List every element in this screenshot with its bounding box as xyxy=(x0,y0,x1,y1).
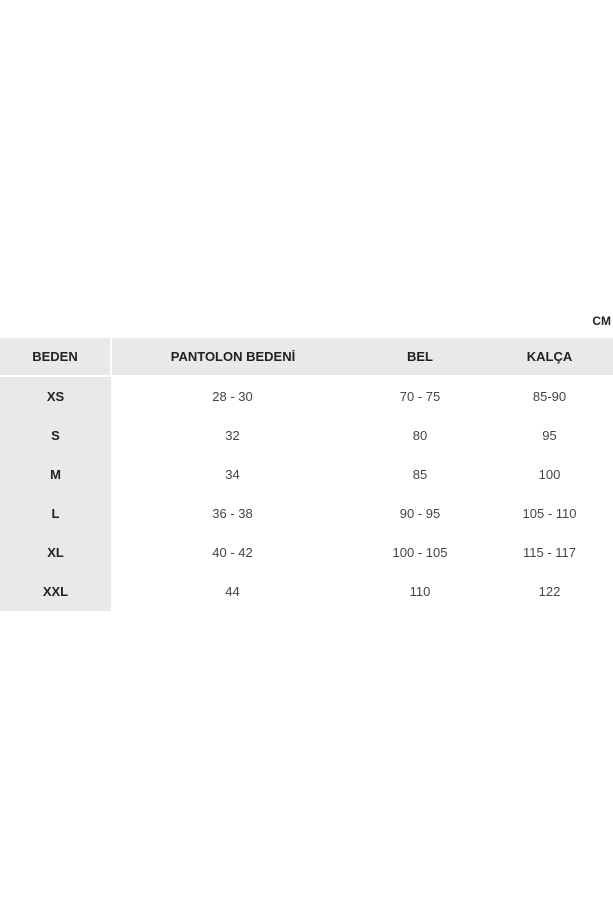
cell-size: L xyxy=(0,494,111,533)
cell-pant-size: 44 xyxy=(225,584,240,599)
cell-waist: 100 - 105 xyxy=(392,545,448,560)
cell-waist: 110 xyxy=(409,584,431,599)
cell-hip: 105 - 110 xyxy=(522,506,577,521)
cell-size: S xyxy=(0,416,111,455)
cell-size: XS xyxy=(0,376,111,416)
cell-size: M xyxy=(0,455,111,494)
cell-waist: 85 xyxy=(412,467,428,482)
table-row xyxy=(0,533,613,572)
cell-waist: 80 xyxy=(412,428,428,443)
cell-pant-size: 36 - 38 xyxy=(212,506,253,521)
table-row xyxy=(0,494,613,533)
cell-pant-size: 28 - 30 xyxy=(111,376,354,416)
cell-hip: 115 - 117 xyxy=(522,545,576,560)
cell-pant-size: 32 xyxy=(225,428,240,443)
cell-waist: 70 - 75 xyxy=(354,376,486,416)
header-pantolon-bedeni: PANTOLON BEDENİ xyxy=(111,338,354,376)
header-row xyxy=(0,338,613,376)
unit-label: CM xyxy=(592,314,611,328)
cell-pant-size: 34 xyxy=(225,467,240,482)
cell-waist: 90 - 95 xyxy=(399,506,441,521)
cell-size: XL xyxy=(0,533,111,572)
cell-pant-size: 40 - 42 xyxy=(212,545,253,560)
cell-hip: 122 xyxy=(538,584,561,599)
cell-hip: 85-90 xyxy=(486,376,613,416)
size-chart-table xyxy=(0,338,613,611)
table-row xyxy=(0,376,613,416)
header-bel: BEL xyxy=(354,338,486,376)
table-row xyxy=(0,416,613,455)
cell-hip: 100 xyxy=(538,467,561,482)
cell-size: XXL xyxy=(0,572,111,611)
header-kalca: KALÇA xyxy=(486,338,613,376)
cell-hip: 95 xyxy=(542,428,557,443)
table-row xyxy=(0,455,613,494)
header-beden: BEDEN xyxy=(0,338,111,376)
table-row xyxy=(0,572,613,611)
